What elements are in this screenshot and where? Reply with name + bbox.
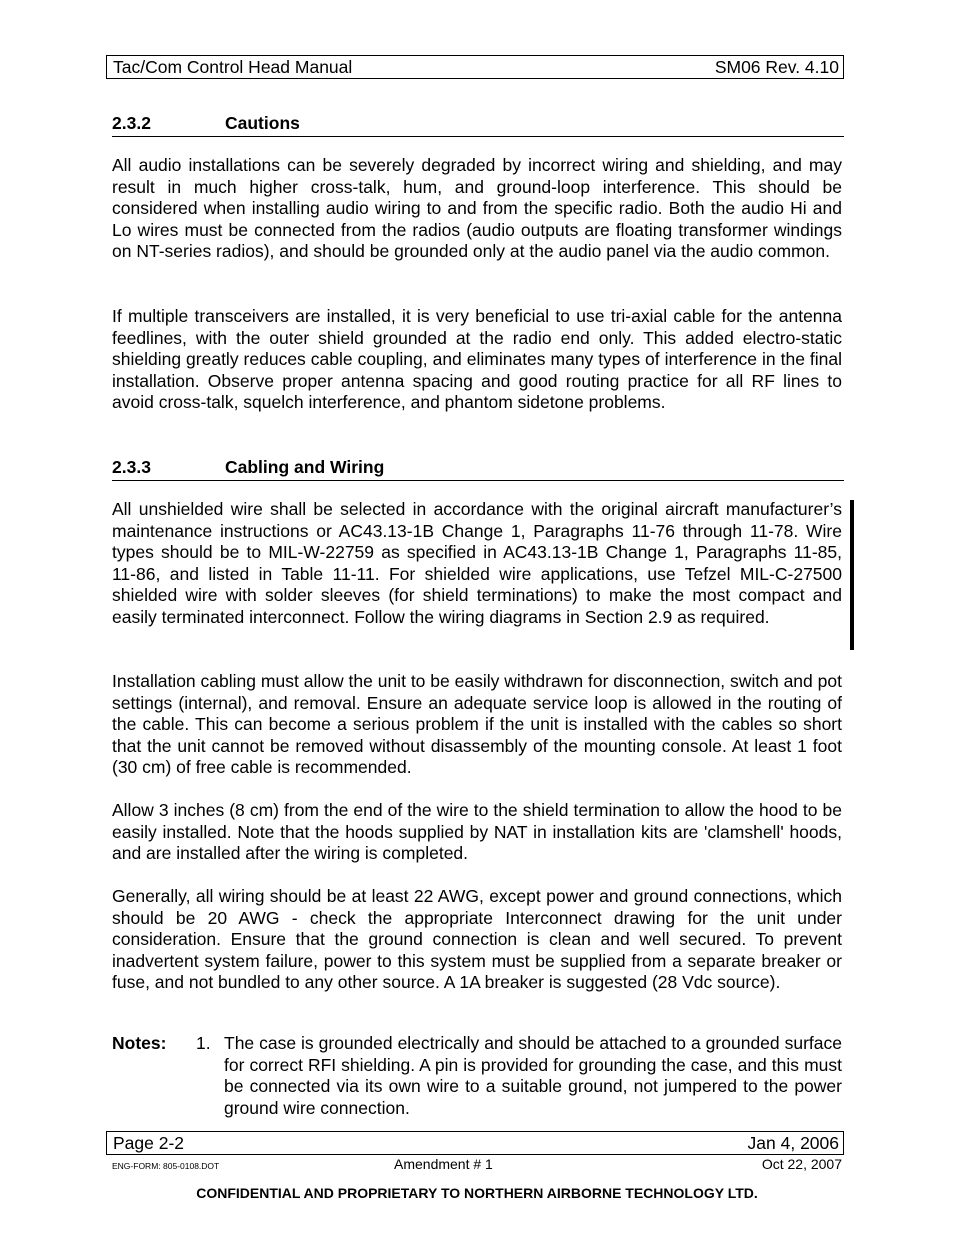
page-number: Page 2-2 [113,1132,185,1153]
note-number: 1. [196,1033,211,1053]
amendment-number: Amendment # 1 [394,1156,493,1172]
notes-label: Notes: [112,1033,167,1053]
paragraph-wire-gauge: Generally, all wiring should be at least 22 AWG, except power and ground connections, which should be 20 AWG - check the appropriate Interconnect drawing for the unit under consideration. Ensure that the ground connection is clean and well secured. To prevent inadvertent system failure, power to this system must be supplied from a separate breaker or fuse, and not bundled to any other source. A 1A breaker is suggested (28 Vdc source). [112,886,842,993]
section-number: 2.3.3 [112,457,151,477]
revision-change-bar [850,500,854,650]
note-text: The case is grounded electrically and should be attached to a grounded surface for correct RFI shielding. A pin is provided for grounding the case, and this must be connected via its own wire to a suitable ground, not jumpered to the power ground wire connection. [224,1033,842,1118]
paragraph-unshielded-wire: All unshielded wire shall be selected in accordance with the original aircraft manufacturer’s maintenance instructions or AC43.13-1B Change 1, Paragraphs 11-76 through 11-78. Wire types should be to MIL-W-22759 as specified in AC43.13-1B Change 1, Paragraphs 11-85, 11-86, and listed in Table 11-11. For shielded wire applications, use Tefzel MIL-C-27500 shielded wire with solder sleeves (for shield terminations) to make the most compact and easily terminated interconnect. Follow the wiring diagrams in Section 2.9 as required. [112,499,842,627]
confidentiality-notice: CONFIDENTIAL AND PROPRIETARY TO NORTHERN AIRBORNE TECHNOLOGY LTD. [196,1185,758,1201]
section-heading-cabling-wiring [112,457,844,481]
section-title: Cautions [225,113,300,133]
paragraph-multiple-transceivers: If multiple transceivers are installed, it is very beneficial to use tri-axial cable for the antenna feedlines, with the outer shield grounded at the radio end only. This added electro-static shielding greatly reduces cable coupling, and eliminates many types of interference in the final installation. Observe proper antenna spacing and good routing practice for all RF lines to avoid cross-talk, squelch interference, and phantom sidetone problems. [112,306,842,413]
paragraph-shield-termination: Allow 3 inches (8 cm) from the end of the wire to the shield termination to allow the hood to be easily installed. Note that the hoods supplied by NAT in installation kits are 'clamshell' hoods, and are installed after the wiring is completed. [112,800,842,864]
paragraph-audio-installations: All audio installations can be severely degraded by incorrect wiring and shielding, and may result in much higher cross-talk, hum, and ground-loop interference. This should be considered when installing audio wiring to and from the specific radio. Both the audio Hi and Lo wires must be connected from the radios (audio outputs are floating transformer windings on NT-series radios), and should be grounded only at the audio panel via the audio common. [112,155,842,262]
section-title: Cabling and Wiring [225,457,385,477]
manual-title: Tac/Com Control Head Manual [113,56,353,77]
footer-amendment-row [112,1156,842,1174]
section-heading-cautions [112,113,844,137]
page-footer [106,1131,844,1155]
form-id: ENG-FORM: 805-0108.DOT [112,1161,220,1171]
section-number: 2.3.2 [112,113,151,133]
paragraph-installation-cabling: Installation cabling must allow the unit to be easily withdrawn for disconnection, switch and pot settings (internal), and removal. Ensure an adequate service loop is allowed in the routing of the cable. This can become a serious problem if the unit is installed with the cables so short that the unit cannot be removed without disassembly of the mounting console. At least 1 foot (30 cm) of free cable is recommended. [112,671,842,778]
amendment-date: Oct 22, 2007 [761,1156,842,1172]
manual-revision: SM06 Rev. 4.10 [714,56,839,77]
page-header [106,55,844,79]
issue-date: Jan 4, 2006 [747,1132,839,1153]
